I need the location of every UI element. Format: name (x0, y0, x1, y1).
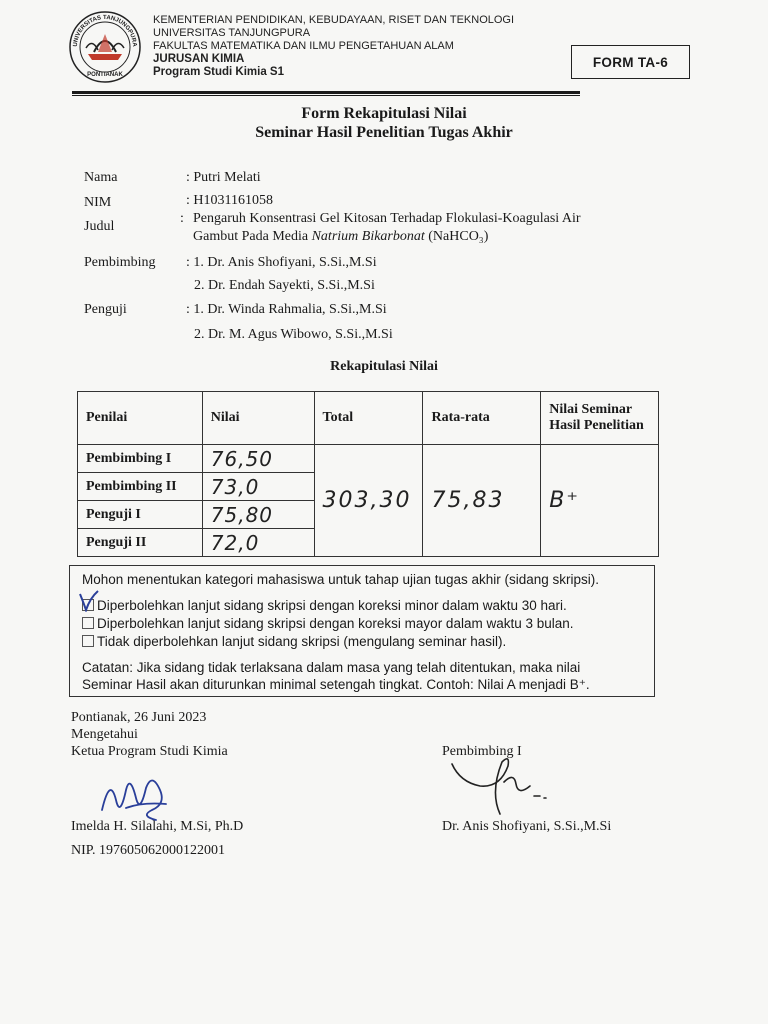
row-nilai: 75,80 (202, 501, 314, 529)
university-logo (68, 10, 142, 84)
table-header-row (78, 392, 659, 445)
penguji-2: 2. Dr. M. Agus Wibowo, S.Si.,M.Si (194, 327, 393, 342)
form-title: Form Rekapitulasi Nilai (301, 105, 467, 122)
ministry-name: KEMENTERIAN PENDIDIKAN, KEBUDAYAAN, RISET DAN TEKNOLOGI (153, 14, 515, 26)
table-row (78, 445, 659, 473)
logo-text-bottom: PONTIANAK (87, 72, 123, 78)
left-signer-name: Imelda H. Silalahi, M.Si, Ph.D (71, 819, 244, 834)
row-penilai: Penguji I (78, 501, 203, 529)
option-minor[interactable] (82, 598, 567, 613)
pembimbing-2: 2. Dr. Endah Sayekti, S.Si.,M.Si (194, 278, 375, 293)
penguji-1: : 1. Dr. Winda Rahmalia, S.Si.,M.Si (186, 302, 387, 317)
nama-label: Nama (84, 170, 118, 185)
nim-value: : H1031161058 (186, 193, 273, 208)
option-tidak[interactable] (82, 634, 506, 649)
nilai-seminar-value: B⁺ (541, 445, 659, 557)
judul-line-1: Pengaruh Konsentrasi Gel Kitosan Terhadap Flokulasi-Koagulasi Air (193, 211, 581, 226)
nama-value: : Putri Melati (186, 170, 261, 185)
faculty-name: FAKULTAS MATEMATIKA DAN ILMU PENGETAHUAN ALAM (153, 40, 454, 52)
row-penilai: Penguji II (78, 529, 203, 557)
col-penilai: Penilai (78, 392, 203, 445)
rata-rata-value: 75,83 (423, 445, 541, 557)
decision-box (69, 565, 655, 697)
col-total: Total (314, 392, 423, 445)
judul-label: Judul (84, 219, 115, 234)
note-line-1: Catatan: Jika sidang tidak terlaksana dalam masa yang telah ditentukan, maka nilai (82, 660, 581, 675)
grade-table (77, 391, 659, 557)
row-penilai: Pembimbing I (78, 445, 203, 473)
judul-colon: : (180, 211, 184, 226)
nim-label: NIM (84, 195, 112, 210)
header-rule (72, 91, 580, 94)
total-value: 303,30 (314, 445, 423, 557)
mengetahui-label: Mengetahui (71, 727, 138, 742)
checkbox-icon[interactable] (82, 617, 94, 629)
penguji-label: Penguji (84, 302, 127, 317)
recap-heading: Rekapitulasi Nilai (330, 359, 438, 374)
row-nilai: 76,50 (202, 445, 314, 473)
university-name: UNIVERSITAS TANJUNGPURA (153, 27, 311, 39)
option-label: Tidak diperbolehkan lanjut sidang skripsi (mengulang seminar hasil). (97, 634, 507, 649)
form-subtitle: Seminar Hasil Penelitian Tugas Akhir (255, 124, 513, 141)
pembimbing-label: Pembimbing (84, 255, 156, 270)
checkbox-checked-icon[interactable] (82, 599, 94, 611)
right-signer-name: Dr. Anis Shofiyani, S.Si.,M.Si (442, 819, 612, 834)
col-rata-rata: Rata-rata (423, 392, 541, 445)
left-signer-role: Ketua Program Studi Kimia (71, 744, 228, 759)
right-signer-role: Pembimbing I (442, 744, 522, 759)
option-label: Diperbolehkan lanjut sidang skripsi dengan koreksi minor dalam waktu 30 hari. (97, 598, 567, 613)
form-code-box: FORM TA-6 (571, 45, 690, 79)
judul-italic: Natrium Bikarbonat (311, 229, 425, 244)
option-mayor[interactable] (82, 616, 574, 631)
note-line-2: Seminar Hasil akan diturunkan minimal setengah tingkat. Contoh: Nilai A menjadi B⁺. (82, 677, 590, 692)
checkbox-icon[interactable] (82, 635, 94, 647)
judul-line-2: Gambut Pada Media Natrium Bikarbonat (NaHCO₃) (193, 229, 489, 244)
letterhead (153, 14, 514, 79)
row-nilai: 73,0 (202, 473, 314, 501)
col-nilai-seminar: Nilai Seminar Hasil Penelitian (541, 392, 659, 445)
right-signature (450, 752, 560, 822)
row-penilai: Pembimbing II (78, 473, 203, 501)
decision-instruction: Mohon menentukan kategori mahasiswa untuk tahap ujian tugas akhir (sidang skripsi). (82, 572, 600, 587)
left-signer-nip: NIP. 197605062000122001 (71, 843, 226, 858)
option-label: Diperbolehkan lanjut sidang skripsi dengan koreksi mayor dalam waktu 3 bulan. (97, 616, 574, 631)
place-date: Pontianak, 26 Juni 2023 (71, 710, 207, 725)
department-name: JURUSAN KIMIA (153, 53, 245, 65)
program-name: Program Studi Kimia S1 (153, 66, 285, 78)
row-nilai: 72,0 (202, 529, 314, 557)
header-rule-thin (72, 95, 580, 96)
pembimbing-1: : 1. Dr. Anis Shofiyani, S.Si.,M.Si (186, 255, 377, 270)
logo-text-top: UNIVERSITAS TANJUNGPURA (72, 14, 138, 47)
col-nilai: Nilai (202, 392, 314, 445)
